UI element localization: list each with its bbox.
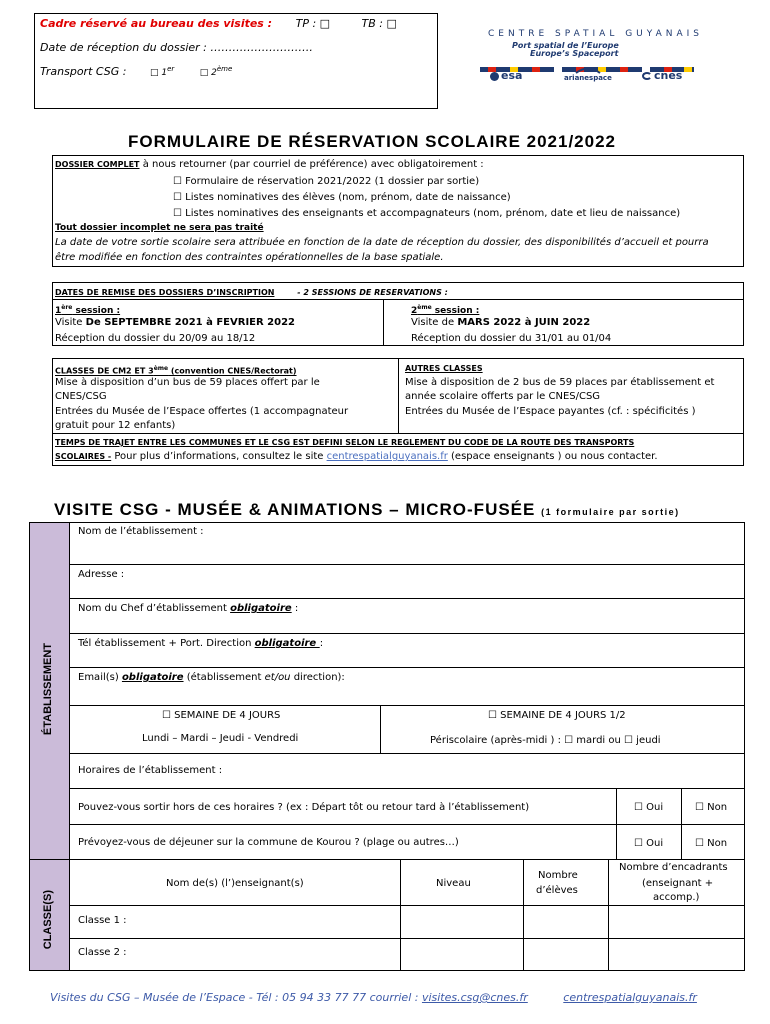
page-title: FORMULAIRE DE RÉSERVATION SCOLAIRE 2021/2022 [128,132,616,151]
row-divider [70,753,744,754]
etablissement-side-text: ÉTABLISSEMENT [42,643,54,736]
session2-visit-prefix: Visite de [411,317,458,328]
esa-logo [490,69,522,82]
transport-row [40,63,232,80]
principal-required: obligatoire [230,603,292,614]
week-4-5-days-checkbox[interactable]: ☐ SEMAINE DE 4 JOURS 1/2 [488,710,626,721]
dossier-requirements-box [52,155,744,267]
principal-name-field[interactable] [78,602,298,615]
col-teacher-header: Nom de(s) (l’)enseignant(s) [166,878,304,889]
col-staff-header-1: Nombre d’encadrants [619,862,728,873]
col-divider [681,788,682,860]
divider [53,433,743,434]
transport-option-2-sup: ème [216,65,233,73]
cm2-line-3: Entrées du Musée de l’Espace offertes (1 accompagnateur [55,406,349,417]
col-pupils-header-2: d’élèves [536,885,578,896]
visit-title-note: (1 formulaire par sortie) [541,507,680,517]
session2-sup: ème [417,304,432,311]
class-1-row[interactable]: Classe 1 : [78,915,127,926]
col-divider [616,788,617,860]
col-divider [523,860,524,970]
row-divider [70,667,744,668]
travel-time-header: TEMPS DE TRAJET ENTRE LES COMMUNES ET LE CSG EST DEFINI SELON LE REGLEMENT DU CODE DE LA ROUTE DES TRANSPORTS [55,438,635,447]
row-divider [70,705,744,706]
lunch-non[interactable]: ☐ Non [695,838,728,849]
reserved-label: Cadre réservé au bureau des visites : [40,17,273,30]
classes-side-text: CLASSE(S) [42,890,54,950]
phone-required: obligatoire [254,638,320,649]
tp-checkbox[interactable]: TP : □ [295,17,331,30]
week-4-days-checkbox[interactable]: ☐ SEMAINE DE 4 JOURS [162,710,281,721]
checkbox-teacher-list[interactable]: ☐ Listes nominatives des enseignants et accompagnateurs (nom, prénom, date et lieu de naissance) [173,208,681,219]
cm2-header-text: CLASSES DE CM2 ET 3 [55,366,154,376]
email-andor: et/ou [264,672,291,683]
transport-option-2-label: □ 2 [199,68,217,78]
col-divider [380,705,381,753]
dates-header-label: DATES DE REMISE DES DOSSIERS D’INSCRIPTION [55,288,275,297]
cm2-line-1: Mise à disposition d’un bus de 59 places offert par le [55,377,320,388]
school-hours-field[interactable]: Horaires de l’établissement : [78,765,223,776]
week-4-days-text: Lundi – Mardi – Jeudi - Vendredi [142,733,299,744]
row-divider [70,938,744,939]
email-label: Email(s) [78,672,122,683]
lunch-question: Prévoyez-vous de déjeuner sur la commune de Kourou ? (plage ou autres…) [78,837,459,848]
website-link[interactable]: centrespatialguyanais.fr [326,451,448,462]
travel-end-text: (espace enseignants ) ou nous contacter. [447,451,658,462]
staff-reserved-box [34,13,438,109]
visit-section-title [54,500,680,520]
csg-logo-tagline-fr: Port spatial de l’Europe [512,41,619,50]
phone-field[interactable] [78,637,323,650]
cm2-header-sup: ème [153,365,169,372]
periscolaire-options[interactable]: Périscolaire (après-midi ) : ☐ mardi ou ☐ jeudi [430,735,661,746]
class-2-row[interactable]: Classe 2 : [78,947,127,958]
travel-text: Pour plus d’informations, consultez le site [111,451,327,462]
checkbox-student-list[interactable]: ☐ Listes nominatives des élèves (nom, prénom, date de naissance) [173,192,511,203]
flags-strip-icon [480,57,694,62]
col-divider [400,860,401,970]
session1-suffix: session : [72,306,121,316]
lunch-oui[interactable]: ☐ Oui [634,838,664,849]
col-pupils-header-1: Nombre [538,870,578,881]
arianespace-logo [564,66,612,82]
address-field[interactable]: Adresse : [78,569,125,580]
other-line-2: année scolaire offerts par le CNES/CSG [405,391,601,402]
row-divider [70,564,744,565]
dates-box [52,282,744,346]
footer-email-link[interactable]: visites.csg@cnes.fr [421,991,528,1004]
session2-visit [411,316,590,329]
classes-box [52,358,744,466]
other-classes-header: AUTRES CLASSES [405,364,483,373]
session1-num: 1 [55,306,62,316]
dates-header-sessions: - 2 SESSIONS DE RESERVATIONS : [297,288,448,297]
session1-visit [55,316,295,329]
etablissement-side-label [29,522,70,860]
transport-label: Transport CSG : [40,65,127,78]
etablissement-table [69,522,745,860]
note-line-1: La date de votre sortie scolaire sera attribuée en fonction de la date de réception du dossier, des disponibilités d’accueil et pourra [55,237,709,248]
session2-suffix: session : [431,306,480,316]
email-post: direction): [290,672,345,683]
outside-hours-question: Pouvez-vous sortir hors de ces horaires ? (ex : Départ tôt ou retour tard à l’établissement) [78,802,530,813]
session1-visit-dates: De SEPTEMBRE 2021 à FEVRIER 2022 [85,317,296,328]
row-divider [70,598,744,599]
dossier-complete-line [55,158,484,171]
arianespace-logo-text: arianespace [564,74,612,82]
cnes-logo-text: cnes [654,69,683,82]
footer-website-link[interactable]: centrespatialguyanais.fr [563,991,697,1004]
col-level-header: Niveau [436,878,471,889]
footer [50,991,697,1004]
outside-hours-non[interactable]: ☐ Non [695,802,728,813]
email-field[interactable] [78,671,345,684]
cnes-logo [642,69,682,82]
principal-colon: : [291,603,299,614]
session2-num: 2 [411,306,418,316]
col-staff-header-3: accomp.) [653,892,700,903]
incomplete-warning: Tout dossier incomplet ne sera pas traité [55,223,264,233]
transport-option-1-sup: er [167,65,175,73]
classes-side-label [29,859,70,971]
footer-contact: Visites du CSG – Musée de l’Espace - Tél : 05 94 33 77 77 courriel : [50,991,422,1004]
csg-logo-text: CENTRE SPATIAL GUYANAIS [488,29,703,39]
cm2-line-4: gratuit pour 12 enfants) [55,420,176,431]
outside-hours-oui[interactable]: ☐ Oui [634,802,664,813]
session1-reception: Réception du dossier du 20/09 au 18/12 [55,333,256,344]
cm2-line-2: CNES/CSG [55,391,107,402]
divider [53,299,743,300]
divider [383,299,384,346]
dossier-complete-label: DOSSIER COMPLET [55,160,140,169]
col-staff-header-2: (enseignant + [642,878,714,889]
session2-visit-dates: MARS 2022 à JUIN 2022 [457,317,591,328]
school-name-field[interactable]: Nom de l’établissement : [78,526,204,537]
divider [398,359,399,433]
other-line-1: Mise à disposition de 2 bus de 59 places par établissement et [405,377,715,388]
travel-info-line [55,450,658,463]
row-divider [70,633,744,634]
cm2-header-suffix: (convention CNES/Rectorat) [168,366,297,376]
phone-label: Tél établissement + Port. Direction [78,638,255,649]
dates-header [55,286,448,299]
note-line-2: être modifiée en fonction des contraintes opérationnelles de la base spatiale. [55,252,444,263]
csg-logo-tagline-en: Europe’s Spaceport [530,49,619,58]
travel-header-end: SCOLAIRES - [55,452,112,461]
reception-date-field[interactable]: Date de réception du dossier : ………………………. [40,41,313,54]
principal-label: Nom du Chef d’établissement [78,603,231,614]
tb-checkbox[interactable]: TB : □ [361,17,397,30]
email-mid: (établissement [183,672,265,683]
classes-table [69,859,745,971]
transport-option-1[interactable] [149,65,175,78]
esa-logo-text: esa [501,69,523,82]
col-divider [608,860,609,970]
session1-visit-prefix: Visite [55,317,86,328]
row-divider [70,788,744,789]
session2-reception: Réception du dossier du 31/01 au 01/04 [411,333,612,344]
phone-colon: : [319,638,324,649]
row-divider [70,905,744,906]
transport-option-2[interactable] [199,65,233,78]
checkbox-reservation-form[interactable]: ☐ Formulaire de réservation 2021/2022 (1 dossier par sortie) [173,176,480,187]
other-line-3: Entrées du Musée de l’Espace payantes (cf. : spécificités ) [405,406,696,417]
row-divider [70,824,744,825]
dossier-complete-text: à nous retourner (par courriel de préférence) avec obligatoirement : [139,159,484,170]
staff-box-row1 [40,17,397,30]
visit-title-text: VISITE CSG - MUSÉE & ANIMATIONS – MICRO-FUSÉE [54,500,536,519]
transport-option-1-label: □ 1 [149,68,168,78]
session1-sup: ère [61,304,73,311]
email-required: obligatoire [121,672,184,683]
